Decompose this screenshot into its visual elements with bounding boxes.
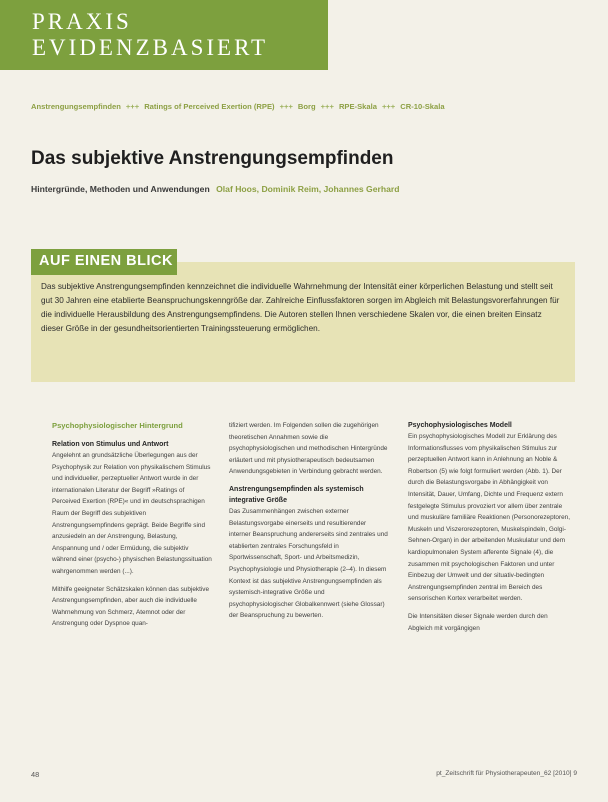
article-subtitle-line <box>31 184 399 194</box>
keyword: Anstrengungsempfinden <box>31 102 121 111</box>
at-a-glance-box <box>31 262 575 382</box>
text-column-1 <box>52 420 212 636</box>
article-subtitle: Hintergründe, Methoden und Anwendungen <box>31 184 210 194</box>
keyword: Ratings of Perceived Exertion (RPE) <box>144 102 275 111</box>
keyword-separator: +++ <box>125 102 140 111</box>
keyword: Borg <box>297 102 316 111</box>
subsection-heading: Psychophysiologisches Modell <box>408 422 512 429</box>
page-number: 48 <box>31 770 40 779</box>
paragraph: Ein psychophysiologisches Modell zur Erklärung des Informationsflusses vom physikalischen Stimulus zur perzeptuellen Antwort kann in Anlehnung an Noble & Robertson (5) wie folgt formuliert werden (Abb. 1). Der durch die Belastungsvorgabe in Abhängigkeit von Intensität, Dauer, Umfang, Dichte und Frequenz extern festgelegte Stimulus provoziert vor allem über zentrale und muskuläre familiäre Reaktionen (Personorezeptoren, Muskeln und Viszerorezeptoren, Muskelspindeln, Golgi-Sehnen-Organ) in der arbeitenden Muskulatur und dem kardiopulmonalen System afferente Signale (4), die zusammen mit psychologischen Faktoren und unter Einbezug der Umwelt und der situativ-bedingten Anstrengungsempfinden zentral im Bereich des sensorischen Kortex verarbeitet werden. <box>408 433 570 603</box>
at-a-glance-tab <box>31 249 177 275</box>
keyword-bar <box>31 102 579 111</box>
at-a-glance-text: Das subjektive Anstrengungsempfinden kennzeichnet die individuelle Wahrnehmung der Intensität einer körperlichen Belastung und stellt seit gut 30 Jahren eine etablierte Beanspruchungskenngröße dar. Zahlreiche Einflussfaktoren sorgen im Abgleich mit Belastungsvorerfahrungen für die individuelle Herausbildung des Anstrengungsempfindens. Die Autoren stellen Ihnen verschiedene Skalen vor, die einen breiten Einsatz dieser Größe in der gesundheitsorientierten Trainingssteuerung ermöglichen. <box>41 282 560 333</box>
header-line-praxis: PRAXIS <box>32 9 132 34</box>
section-header-banner <box>0 0 328 70</box>
paragraph: Das Zusammenhängen zwischen externer Belastungsvorgabe einerseits und resultierender interner Beanspruchung andererseits sind zentrales und etablierten zentrales Forschungsfeld in Sportwissenschaft, Sport- und Arbeitsmedizin, Psychophysiologie und Physiotherapie (2–4). In diesem Kontext ist das subjektive Anstrengungsempfinden als systemisch-integrative Größe und psychophysiologischer Globalkennwert (siehe Glossar) der Beanspruchung zu bewerten. <box>229 507 388 620</box>
keyword: RPE-Skala <box>338 102 377 111</box>
keyword-separator: +++ <box>381 102 396 111</box>
section-heading: Psychophysiologischer Hintergrund <box>52 421 183 430</box>
journal-reference: pt_Zeitschrift für Physiotherapeuten_62 [2010] 9 <box>436 770 577 777</box>
paragraph: tifiziert werden. Im Folgenden sollen die zugehörigen theoretischen Annahmen sowie die psychophysiologischen und methodischen Hintergründe erläutert und mit physiotherapeutisch bedeutsamen Anwendungsgebieten in Verbindung gebracht werden. <box>229 422 388 476</box>
article-title: Das subjektive Anstrengungsempfinden <box>31 148 394 169</box>
keyword-separator: +++ <box>320 102 334 111</box>
paragraph: Angelehnt an grundsätzliche Überlegungen aus der Psychophysik zur Relation von physikalischem Stimulus und individueller, perzeptueller Antwort wurde in der internationalen Literatur der Begriff »Ratings of Perceived Exertion (RPE)« und im deutschsprachigen Raum der Begriff des subjektiven Anstrengungsempfindens geprägt. Beide Begriffe sind anzusiedeln an der Anstrengung, Belastung, Anspannung und / oder Ermüdung, die subjektiv während einer (psycho-) physischen Belastungssituation wahrgenommen werden (...). <box>52 452 212 575</box>
paragraph: Mithilfe geeigneter Schätzskalen können das subjektive Anstrengungsempfinden, aber auch die individuelle Wahrnehmung von Schmerz, Atemnot oder der Anstrengung oder Dyspnoe quan- <box>52 585 210 628</box>
subsection-heading: Anstrengungsempfinden als systemisch integrative Größe <box>229 485 364 504</box>
at-a-glance-heading: AUF EINEN BLICK <box>39 253 173 269</box>
paragraph: Die Intensitäten dieser Signale werden durch den Abgleich mit vorgängigen <box>408 612 548 632</box>
keyword: CR-10-Skala <box>400 102 445 111</box>
header-line-evidenzbasiert: EVIDENZBASIERT <box>32 35 269 60</box>
text-column-2 <box>229 420 389 628</box>
keyword-separator: +++ <box>279 102 293 111</box>
text-column-3 <box>408 420 573 640</box>
subsection-heading: Relation von Stimulus und Antwort <box>52 441 169 448</box>
article-authors: Olaf Hoos, Dominik Reim, Johannes Gerhard <box>216 184 400 194</box>
